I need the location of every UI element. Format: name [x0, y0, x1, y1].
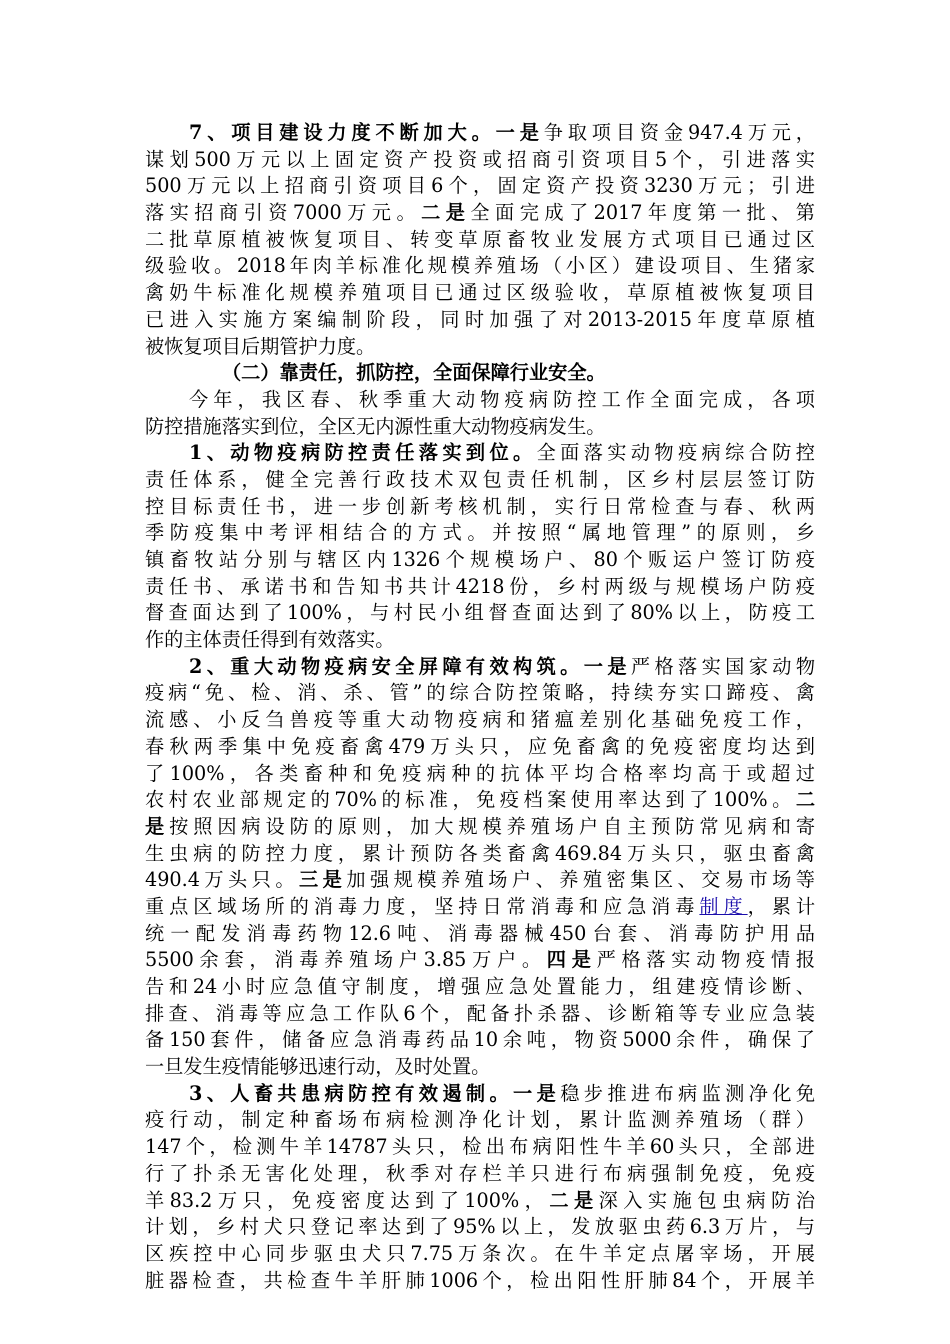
text-run: 镇畜牧站分别与辖区内1326个规模场户、80个贩运户签订防疫	[145, 548, 815, 571]
text-run: 被恢复项目后期管护力度。	[145, 334, 376, 358]
text-line	[145, 120, 815, 147]
text-line	[145, 1054, 815, 1081]
text-run: 统一配发消毒药物12.6吨、消毒器械450台套、消毒防护用品	[145, 921, 815, 945]
text-line	[145, 974, 815, 1001]
text-line	[145, 1001, 815, 1028]
text-line	[145, 387, 815, 414]
text-run: 490.4万头只。	[145, 868, 300, 892]
text-run: 行了扑杀无害化处理，秋季对存栏羊只进行布病强制免疫，免疫	[145, 1161, 815, 1185]
text-line	[145, 307, 815, 334]
text-run: 全面完成了2017年度第一批、第	[470, 201, 815, 225]
text-line	[145, 707, 815, 734]
text-line	[145, 627, 815, 654]
text-line	[145, 440, 815, 467]
text-run: 作的主体责任得到有效落实。	[145, 628, 395, 652]
text-run: ，累计	[747, 894, 815, 918]
text-run: 147个，检测牛羊14787头只，检出布病阳性牛羊60头只，全部进	[145, 1135, 815, 1159]
text-line	[145, 1161, 815, 1188]
text-run: 全面落实动物疫病综合防控	[536, 441, 815, 465]
bold-text: （二）靠责任，抓防控，全面保障行业安全。	[222, 361, 606, 385]
text-run: 排查、消毒等应急工作队6个，配备扑杀器、诊断箱等专业应急装	[145, 1001, 815, 1025]
bold-text: 一是	[495, 121, 544, 144]
text-line	[145, 494, 815, 521]
bold-text: 1、动物疫病防控责任落实到位。	[189, 441, 537, 465]
text-line	[145, 680, 815, 707]
text-run: 责任体系，健全完善行政技术双包责任机制，区乡村层层签订防	[145, 467, 815, 491]
text-line	[145, 947, 815, 974]
text-run: 稳步推进布病监测净化免	[560, 1081, 815, 1105]
text-line	[145, 894, 815, 921]
text-run: 了100%，各类畜种和免疫病种的抗体平均合格率均高于或超过	[145, 761, 815, 785]
text-line	[145, 414, 815, 441]
text-run: 深入实施包虫病防治	[598, 1188, 815, 1212]
text-run: 按照因病设防的原则，加大规模养殖场户自主预防常见病和寄	[169, 814, 815, 838]
text-line	[145, 734, 815, 761]
text-run: 疫行动，制定种畜场布病检测净化计划，累计监测养殖场（群）	[145, 1108, 815, 1132]
text-line	[145, 841, 815, 868]
text-run: 谋划500万元以上固定资产投资或招商引资项目5个，引进落实	[145, 147, 815, 171]
text-run: 季防疫集中考评相结合的方式。并按照“属地管理”的原则，乡	[145, 521, 815, 545]
text-run: 今年，我区春、秋季重大动物疫病防控工作全面完成，各项	[189, 387, 815, 411]
bold-text: 是	[145, 814, 170, 838]
text-line	[145, 1188, 815, 1215]
text-run: 春秋两季集中免疫畜禽479万头只，应免畜禽的免疫密度均达到	[145, 734, 815, 758]
text-run: 已进入实施方案编制阶段，同时加强了对2013-2015年度草原植	[145, 307, 815, 331]
text-line	[145, 1134, 815, 1161]
text-run: 区疾控中心同步驱虫犬只7.75万条次。在牛羊定点屠宰场，开展	[145, 1241, 815, 1265]
bold-text: 二是	[549, 1188, 599, 1212]
text-run: 500万元以上招商引资项目6个，固定资产投资3230万元；引进	[145, 174, 815, 198]
text-run: 控目标责任书，进一步创新考核机制，实行日常检查与春、秋两	[145, 494, 815, 518]
text-line	[145, 1214, 815, 1241]
bold-text: 2、重大动物疫病安全屏障有效构筑。	[189, 654, 584, 678]
text-line	[145, 334, 815, 361]
inline-link[interactable]: 制度	[699, 894, 748, 918]
bold-text: 一是	[583, 654, 631, 678]
text-run: 告和24小时应急值守制度，增强应急处置能力，组建疫情诊断、	[145, 975, 815, 998]
text-line	[145, 1081, 815, 1108]
text-line	[145, 600, 815, 627]
bold-text: 7、项目建设力度不断加大。	[189, 121, 496, 144]
text-run: 防控措施落实到位，全区无内源性重大动物疫病发生。	[145, 414, 606, 438]
text-line	[145, 654, 815, 681]
text-line	[145, 227, 815, 254]
bold-text: 四是	[546, 948, 597, 972]
text-line	[145, 814, 815, 841]
text-line	[145, 921, 815, 948]
text-run: 一旦发生疫情能够迅速行动，及时处置。	[145, 1055, 491, 1079]
text-line	[145, 1027, 815, 1054]
text-line	[145, 467, 815, 494]
text-line	[145, 1268, 815, 1295]
text-run: 严格落实动物疫情报	[596, 948, 815, 972]
bold-text: 二	[795, 788, 815, 812]
text-run: 严格落实国家动物	[630, 654, 815, 678]
document-body	[145, 120, 815, 1294]
text-line	[145, 574, 815, 601]
text-run: 级验收。2018年肉羊标准化规模养殖场（小区）建设项目、生猪家	[145, 254, 815, 278]
text-line	[145, 147, 815, 174]
text-line	[145, 867, 815, 894]
text-run: 流感、小反刍兽疫等重大动物疫病和猪瘟差别化基础免疫工作，	[145, 708, 815, 732]
text-line	[145, 520, 815, 547]
bold-text: 3、人畜共患病防控有效遏制。	[189, 1081, 514, 1105]
text-run: 争取项目资金947.4万元，	[543, 121, 815, 144]
text-run: 加强规模养殖场户、养殖密集区、交易市场等	[346, 868, 815, 892]
text-run: 督查面达到了100%，与村民小组督查面达到了80%以上，防疫工	[145, 601, 815, 625]
text-run: 羊83.2万只，免疫密度达到了100%，	[145, 1188, 550, 1212]
text-run: 落实招商引资7000万元。	[145, 201, 422, 225]
text-run: 禽奶牛标准化规模养殖项目已通过区级验收，草原植被恢复项目	[145, 281, 815, 305]
text-line	[145, 547, 815, 574]
text-run: 责任书、承诺书和告知书共计4218份，乡村两级与规模场户防疫	[145, 574, 815, 598]
text-run: 农村农业部规定的70%的标准，免疫档案使用率达到了100%。	[145, 788, 796, 812]
bold-text: 二是	[421, 201, 471, 225]
section-heading	[145, 360, 815, 387]
bold-text: 一是	[513, 1081, 561, 1105]
text-line	[145, 200, 815, 227]
text-line	[145, 253, 815, 280]
text-line	[145, 1241, 815, 1268]
text-run: 计划，乡村犬只登记率达到了95%以上，发放驱虫药6.3万片，与	[145, 1215, 815, 1239]
text-run: 生虫病的防控力度，累计预防各类畜禽469.84万头只，驱虫畜禽	[145, 841, 815, 865]
text-line	[145, 280, 815, 307]
text-line	[145, 173, 815, 200]
text-run: 二批草原植被恢复项目、转变草原畜牧业发展方式项目已通过区	[145, 227, 815, 251]
text-line	[145, 761, 815, 788]
text-run: 5500余套，消毒养殖场户3.85万户。	[145, 948, 547, 972]
text-run: 备150套件，储备应急消毒药品10余吨，物资5000余件，确保了	[145, 1028, 815, 1052]
text-line	[145, 1107, 815, 1134]
bold-text: 三是	[299, 868, 347, 892]
text-run: 脏器检查，共检查牛羊肝肺1006个，检出阳性肝肺84个，开展羊	[145, 1268, 815, 1292]
text-line	[145, 787, 815, 814]
text-run: 疫病“免、检、消、杀、管”的综合防控策略，持续夯实口蹄疫、禽	[145, 681, 815, 705]
text-run: 重点区域场所的消毒力度，坚持日常消毒和应急消毒	[145, 894, 700, 918]
